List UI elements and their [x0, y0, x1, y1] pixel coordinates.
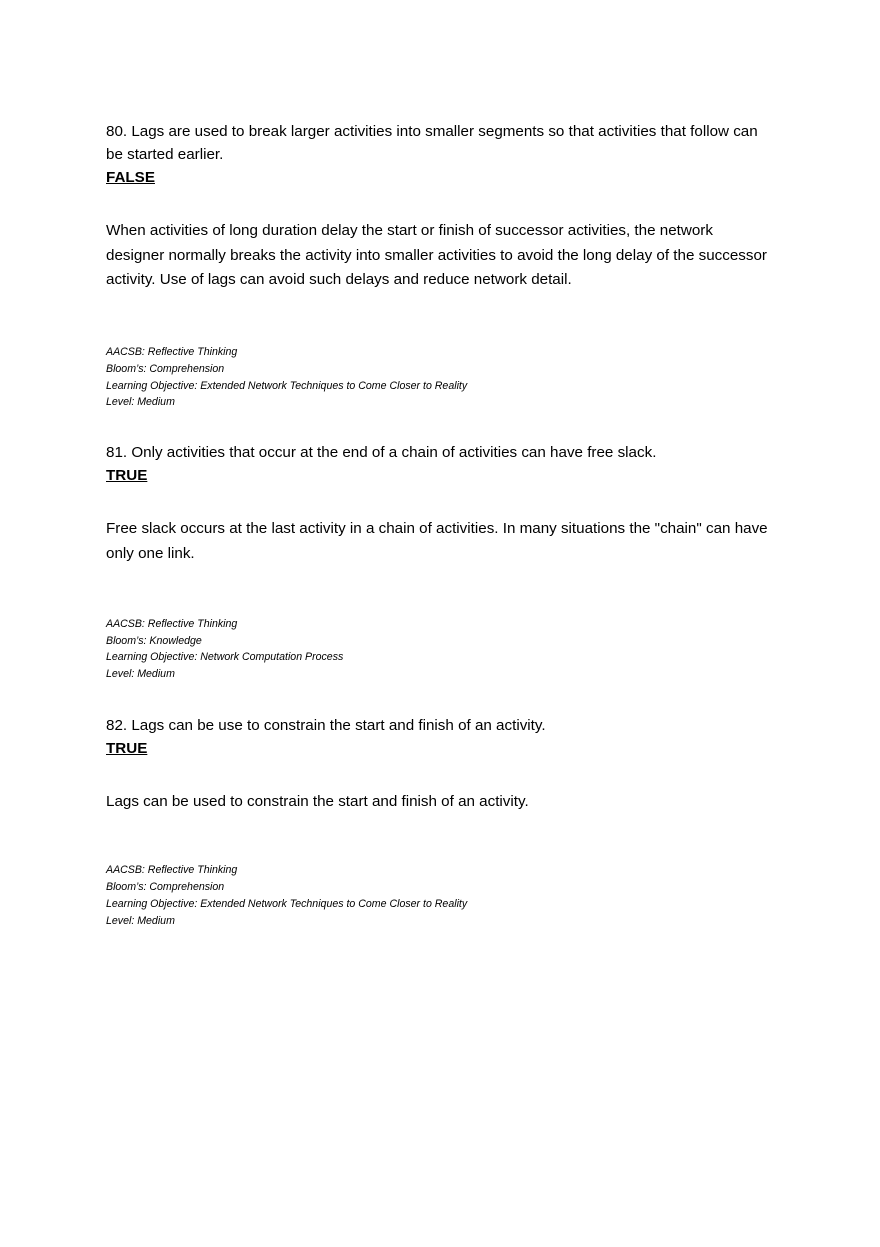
spacer — [106, 292, 768, 344]
answer-text: TRUE — [106, 740, 148, 757]
metadata-bloom: Bloom’s: Knowledge — [106, 634, 202, 647]
spacer — [106, 814, 768, 862]
question-block-82 — [106, 714, 768, 929]
question-text: 82. Lags can be use to constrain the start and finish of an activity. — [106, 716, 546, 734]
spacer — [106, 566, 768, 616]
explanation-text: Free slack occurs at the last activity in a chain of activities. In many situations the "chain" can have only one link. — [106, 520, 768, 562]
explanation-text: Lags can be used to constrain the start and finish of an activity. — [106, 793, 529, 811]
metadata-block — [106, 616, 768, 683]
answer-text: TRUE — [106, 467, 148, 485]
answer-text: FALSE — [106, 169, 155, 187]
metadata-bloom: Bloom’s: Comprehension — [106, 881, 225, 894]
metadata-objective: Learning Objective: Extended Network Techniques to Come Closer to Reality — [106, 379, 468, 392]
metadata-block — [106, 862, 768, 929]
metadata-level: Level: Medium — [106, 668, 175, 681]
question-text: 81. Only activities that occur at the end of a chain of activities can have free slack. — [106, 444, 657, 462]
metadata-level: Level: Medium — [106, 914, 175, 927]
spacer — [106, 411, 768, 441]
spacer — [106, 683, 768, 714]
question-block-80 — [106, 120, 768, 411]
question-block-81 — [106, 441, 768, 683]
metadata-objective: Learning Objective: Extended Network Techniques to Come Closer to Reality — [106, 897, 468, 910]
metadata-aacsb: AACSB: Reflective Thinking — [106, 346, 238, 359]
explanation-text: When activities of long duration delay the start or finish of successor activities, the network designer normally breaks the activity into smaller activities to avoid the long delay of the successor activity. Use of lags can avoid such delays and reduce network detail. — [106, 222, 767, 288]
metadata-aacsb: AACSB: Reflective Thinking — [106, 864, 238, 877]
metadata-block — [106, 344, 768, 411]
metadata-objective: Learning Objective: Network Computation Process — [106, 651, 344, 664]
metadata-bloom: Bloom’s: Comprehension — [106, 362, 225, 375]
metadata-aacsb: AACSB: Reflective Thinking — [106, 617, 238, 630]
question-text: 80. Lags are used to break larger activities into smaller segments so that activities that follow can be started earlier. — [106, 123, 758, 164]
metadata-level: Level: Medium — [106, 396, 175, 409]
